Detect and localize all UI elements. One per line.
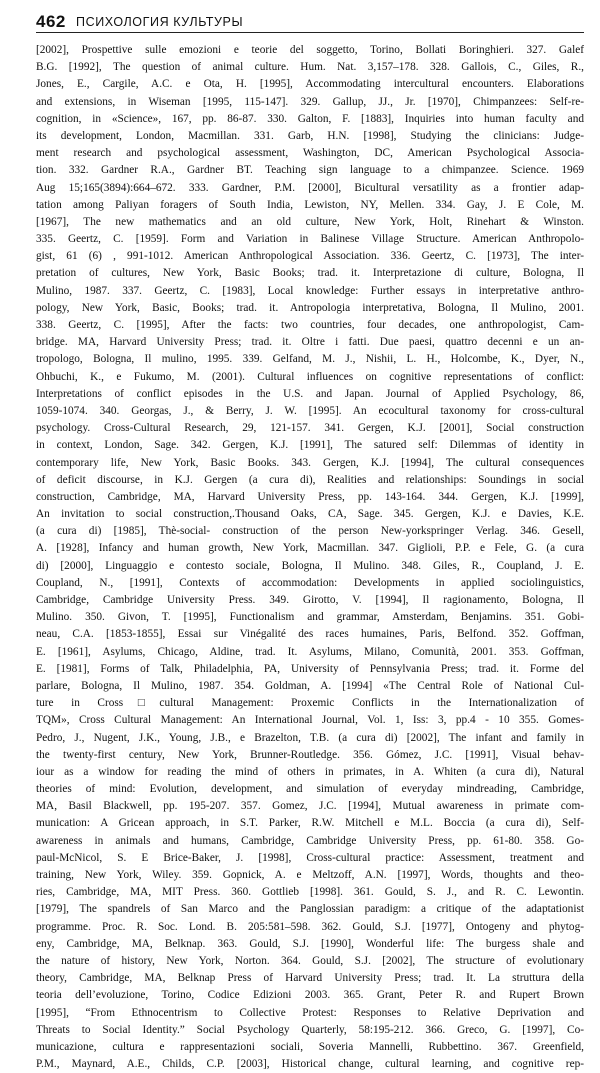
text-line: psychology. Cross-Cultural Research, 29, 121-157. 341. Gergen, K.J. [2001], Social construction <box>36 422 584 435</box>
text-line: cognition, in «Science», 167, pp. 86-87. 330. Galton, F. [1883], Inquiries into human faculty and <box>36 112 584 125</box>
text-line: munication: A Gricean approach, in S.T. Parker, R.W. Mitchell e M.L. Boccia (a cura di), Self- <box>36 817 584 830</box>
text-line: Ohbuchi, K., e Fukumo, M. (2001). Cultural influences on cognitive representations of conflict: <box>36 370 584 383</box>
page-header <box>36 10 584 40</box>
text-line: in context, London, Sage. 342. Gergen, K.J. [1991], The satured self: Dilemmas of identity in <box>36 439 584 452</box>
text-line: Threats to Social Identity.” Social Psychology Quarterly, 58:195-212. 366. Greco, G. [1997], Co- <box>36 1023 584 1036</box>
text-line: pology, New York, Basic, Books; trad. it. Antropologia interpretativa, Bologna, Il Mulino, 2001. <box>36 301 584 314</box>
text-line: [1995], “From Ethnocentrism to Collective Protest: Responses to Relative Deprivation and <box>36 1006 584 1019</box>
text-line: (a cura di) [1985], Thè-social- construction of the person New-yorkspringer Verlag. 346. Gesell, <box>36 525 584 538</box>
header-rule <box>36 32 584 33</box>
text-line: eny, Cambridge, MA, Belknap. 363. Gould, S.J. [1990], Wonderful life: The burgess shale and <box>36 937 584 950</box>
running-title: ПСИХОЛОГИЯ КУЛЬТУРЫ <box>76 15 244 29</box>
text-line: Coupland, N., [1991], Contexts of accommodation: Developments in applied sociolinguistics, <box>36 576 584 589</box>
text-line: and extensions, in Wiseman [1995, 115-147]. 329. Gallup, JJ., Jr. [1970], Chimpanzees: Self-re- <box>36 95 584 108</box>
text-line: Pedro, J., Nugent, J.K., Young, J.B., e Brazelton, T.B. (a cura di) [2002], The infant and family in <box>36 731 584 744</box>
text-line: awareness in animals and humans, Cambridge, Cambridge University Press, pp. 61-80. 358. Go- <box>36 834 584 847</box>
text-line: neau, C.A. [1853-1855], Essai sur Vinégalité des races humaines, Paris, Belfond. 352. Goffman, <box>36 628 584 641</box>
text-line: [2002], Prospettive sulle emozioni e teorie del soggetto, Torino, Bollati Boringhieri. 327. Galef <box>36 44 584 56</box>
text-line: ment research and psychological assessment, Washington, DC, American Psychological Associa- <box>36 147 584 160</box>
text-line: teoria dell’evoluzione, Torino, Codice Edizioni 2003. 365. Grant, Peter R. and Rupert Brown <box>36 989 584 1002</box>
text-line: ture in Cross□cultural Management: Proxemic Conflicts in the Internationalization of <box>36 697 584 710</box>
text-line: MA, Basil Blackwell, pp. 195-207. 357. Gomez, J.C. [1994], Mutual awareness in primate com- <box>36 800 584 813</box>
text-line: theory, Cambridge, MA, Belknap Press of Harvard University Press; trad. It. La struttura della <box>36 972 584 985</box>
text-line: E. [1981], Forms of Talk, Philadelphia, PA, University of Pennsylvania Press; trad. it. Forme del <box>36 662 584 675</box>
text-line: [1967], The new mathematics and an old culture, New York, Holt, Rinehart & Winston. <box>36 215 584 228</box>
text-line: Cambridge, Cambridge University Press. 349. Girotto, V. [1994], Il ragionamento, Bologna, Il <box>36 594 584 606</box>
text-line: tation among Paliyan foragers of South India, Lewiston, NY, Mellen. 334. Gay, J. E Cole, M. <box>36 198 584 211</box>
text-line: the twenty-first century, New York, Brunner-Routledge. 356. Gómez, J.C. [1991], Visual behav- <box>36 748 584 761</box>
text-line: training, New York, Wiley. 359. Gopnick, A. e Meltzoff, A.N. [1997], Words, thoughts and theo- <box>36 869 584 881</box>
text-line: theories of mind: Evolution, development, and simulation of everyday mindreading, Cambridge, <box>36 783 584 796</box>
text-line: A. [1928], Infancy and human growth, New York, Macmillan. 347. Giglioli, P.P. e Fele, G. (a cura <box>36 542 584 555</box>
text-line: Mulino, 1987. 337. Geertz, C. [1983], Local knowledge: Further essays in interpretative anthro- <box>36 284 584 297</box>
text-line: of deficit discourse, in K.J. Gergen (a cura di), Realities and relationships: Soundings in social <box>36 473 584 486</box>
text-line: 335. Geertz, C. [1959]. Form and Variation in Balinese Village Structure. American Anthropolo- <box>36 233 584 246</box>
text-line: construction, Cambridge, MA, Harvard University Press, pp. 143-164. 344. Gergen, K.J. [1999], <box>36 490 584 503</box>
text-line: pretation of cultures, New York, Basic Books; trad. it. Interpretazione di culture, Bologna, Il <box>36 267 584 280</box>
text-line: Mulino. 350. Givon, T. [1995], Functionalism and grammar, Amsterdam, Benjamins. 351. Gobi- <box>36 611 584 624</box>
text-line: contemporary life, New York, Basic Books. 343. Gergen, K.J. [1994], The cultural consequences <box>36 456 584 469</box>
text-line: An invitation to social construction,.Thousand Oaks, CA, Sage. 345. Gergen, K.J. e Davies, K.E. <box>36 508 584 521</box>
text-line: tropologo, Bologna, Il mulino, 1995. 339. Gelfand, M. J., Nishii, L. H., Holcombe, K., Dyer, N., <box>36 353 584 366</box>
text-line: B.G. [1992], The question of animal culture. Hum. Nat. 3,157–178. 328. Gallois, C., Giles, R., <box>36 61 584 74</box>
text-line: [1979], The spandrels of San Marco and the Panglossian paradigm: a critique of the adaptationist <box>36 903 584 916</box>
text-line: gist, 61 (6) , 991-1012. American Anthropological Association. 336. Geertz, C. [1973], The inter- <box>36 250 584 263</box>
text-line: 1059-1074. 340. Georgas, J., & Berry, J. W. [1995]. An ecocultural taxonomy for cross-cultural <box>36 404 584 417</box>
page-number: 462 <box>36 12 66 31</box>
text-line: P.M., Maynard, A.E., Childs, C.P. [2003], Historical change, cultural learning, and cognitive rep- <box>36 1058 584 1071</box>
text-line: 338. Geertz, C. [1995], After the facts: two countries, four decades, one anthropologist, Cam- <box>36 319 584 331</box>
text-line: iour as a window for reading the mind of others in primates, in A. Whiten (a cura di), Natural <box>36 765 584 778</box>
text-line: Jones, E., Cargile, A.C. e Ota, H. [1995], Accommodating intercultural encounters. Elaborations <box>36 78 584 91</box>
text-line: municazione, cultura e rappresentazioni sociali, Soveria Mannelli, Rubbettino. 367. Greenfield, <box>36 1040 584 1053</box>
text-line: TQM», Cross Cultural Management: An International Journal, Vol. 1, Iss: 3, pp.4 - 10 355. Gomes- <box>36 714 584 727</box>
text-line: paul-McNicol, S. E Brice-Baker, J. [1998], Cross-cultural practice: Assessment, treatment and <box>36 851 584 864</box>
text-line: ries, Cambridge, MA, MIT Press. 360. Gottlieb [1998]. 361. Gould, S. J., and R. C. Lewontin. <box>36 886 584 899</box>
text-line: programme. Proc. R. Soc. Lond. B. 205:581–598. 362. Gould, S.J. [1977], Ontogeny and phytog- <box>36 920 584 933</box>
text-line: di) [2000], Linguaggio e contesto sociale, Bologna, Il Mulino. 348. Giles, R., Coupland, J. E. <box>36 559 584 572</box>
text-line: bridge. MA, Harvard University Press; trad. it. Oltre i fatti. Due paesi, quattro decenni e un an- <box>36 336 584 349</box>
text-line: tion. 332. Gardner R.A., Gardner BT. Teaching sign language to a chimpanzee. Science. 1969 <box>36 164 584 177</box>
text-line: Aug 15;165(3894):664–672. 333. Gardner, P.M. [2000], Bicultural versatility as a frontier adap- <box>36 181 584 194</box>
text-line: its development, London, Macmillan. 331. Garb, H.N. [1998], Studying the clinicians: Judge- <box>36 129 584 142</box>
text-line: the nature of history, New York, Norton. 364. Gould, S.J. [2002], The structure of evolutionary <box>36 954 584 967</box>
text-line: E. [1961], Asylums, Chicago, Aldine, trad. It. Asylums, Milano, Comunità, 2001. 353. Goffman, <box>36 645 584 658</box>
text-line: Interpretations of conflict episodes in the U.S. and Japan. Journal of Applied Psychology, 86, <box>36 387 584 400</box>
text-line: parlare, Bologna, Il Mulino, 1987. 354. Goldman, A. [1994] «The Central Role of National Cul- <box>36 679 584 692</box>
bibliography-text <box>36 42 584 1073</box>
